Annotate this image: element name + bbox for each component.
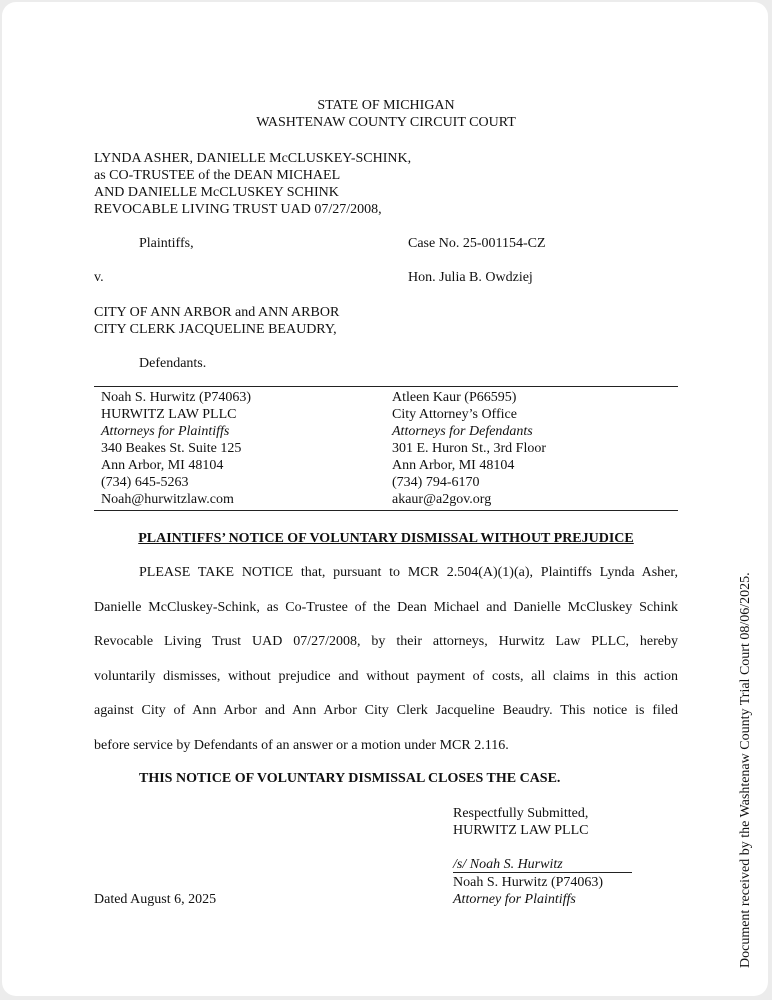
defendants-line: CITY OF ANN ARBOR and ANN ARBOR bbox=[94, 305, 340, 320]
counsel-bottom-rule bbox=[94, 510, 678, 511]
plaintiffs-line: AND DANIELLE McCLUSKEY SCHINK bbox=[94, 185, 339, 200]
signer-role: Attorney for Plaintiffs bbox=[453, 892, 576, 907]
plaintiff-counsel-role: Attorneys for Plaintiffs bbox=[101, 424, 230, 439]
plaintiffs-line: REVOCABLE LIVING TRUST UAD 07/27/2008, bbox=[94, 202, 382, 217]
notice-body-line: Revocable Living Trust UAD 07/27/2008, by their attorneys, Hurwitz Law PLLC, hereby bbox=[94, 634, 678, 649]
defendant-counsel-firm: City Attorney’s Office bbox=[392, 407, 517, 422]
notice-body-line: voluntarily dismisses, without prejudice and without payment of costs, all claims in this action bbox=[94, 668, 678, 684]
plaintiff-counsel-address1: 340 Beakes St. Suite 125 bbox=[101, 441, 242, 456]
plaintiff-counsel-phone: (734) 645-5263 bbox=[101, 475, 189, 490]
judge-name: Hon. Julia B. Owdziej bbox=[408, 270, 533, 285]
versus: v. bbox=[94, 270, 104, 285]
respectfully-submitted: Respectfully Submitted, bbox=[453, 806, 589, 821]
signature-line bbox=[453, 872, 632, 873]
plaintiff-counsel-address2: Ann Arbor, MI 48104 bbox=[101, 458, 224, 473]
defendant-counsel-address1: 301 E. Huron St., 3rd Floor bbox=[392, 441, 546, 456]
plaintiffs-line: LYNDA ASHER, DANIELLE McCLUSKEY-SCHINK, bbox=[94, 151, 412, 166]
court-name: WASHTENAW COUNTY CIRCUIT COURT bbox=[256, 115, 516, 130]
counsel-top-rule bbox=[94, 386, 678, 387]
court-state: STATE OF MICHIGAN bbox=[317, 98, 455, 113]
notice-body-line: PLEASE TAKE NOTICE that, pursuant to MCR 2.504(A)(1)(a), Plaintiffs Lynda Asher, bbox=[139, 565, 678, 580]
date-signed: Dated August 6, 2025 bbox=[94, 892, 217, 907]
plaintiff-counsel-firm: HURWITZ LAW PLLC bbox=[101, 407, 237, 422]
defendant-counsel-email: akaur@a2gov.org bbox=[392, 492, 492, 507]
notice-body-line: before service by Defendants of an answer or a motion under MCR 2.116. bbox=[94, 737, 509, 753]
closing-statement: THIS NOTICE OF VOLUNTARY DISMISSAL CLOSES THE CASE. bbox=[139, 771, 561, 786]
plaintiff-counsel-email: Noah@hurwitzlaw.com bbox=[101, 492, 234, 507]
electronic-signature: /s/ Noah S. Hurwitz bbox=[453, 857, 563, 872]
defendant-counsel-name: Atleen Kaur (P66595) bbox=[392, 390, 517, 405]
signer-name: Noah S. Hurwitz (P74063) bbox=[453, 875, 604, 890]
defendant-counsel-role: Attorneys for Defendants bbox=[392, 424, 533, 439]
plaintiff-counsel-name: Noah S. Hurwitz (P74063) bbox=[101, 390, 252, 405]
notice-body bbox=[94, 556, 678, 763]
case-number: Case No. 25-001154-CZ bbox=[408, 236, 546, 251]
signature-firm: HURWITZ LAW PLLC bbox=[453, 823, 589, 838]
notice-title: PLAINTIFFS’ NOTICE OF VOLUNTARY DISMISSAL WITHOUT PREJUDICE bbox=[138, 531, 634, 546]
notice-body-line: Danielle McCluskey-Schink, as Co-Trustee of the Dean Michael and Danielle McCluskey Schink bbox=[94, 599, 678, 615]
defendant-counsel-address2: Ann Arbor, MI 48104 bbox=[392, 458, 515, 473]
defendant-counsel-phone: (734) 794-6170 bbox=[392, 475, 480, 490]
defendants-label: Defendants. bbox=[139, 356, 207, 371]
plaintiffs-label: Plaintiffs, bbox=[139, 236, 194, 251]
defendants-line: CITY CLERK JACQUELINE BEAUDRY, bbox=[94, 322, 337, 337]
notice-body-line: against City of Ann Arbor and Ann Arbor City Clerk Jacqueline Beaudry. This notice is filed bbox=[94, 703, 678, 718]
plaintiffs-line: as CO-TRUSTEE of the DEAN MICHAEL bbox=[94, 168, 341, 183]
court-received-stamp: Document received by the Washtenaw County Trial Court 08/06/2025. bbox=[738, 572, 753, 968]
